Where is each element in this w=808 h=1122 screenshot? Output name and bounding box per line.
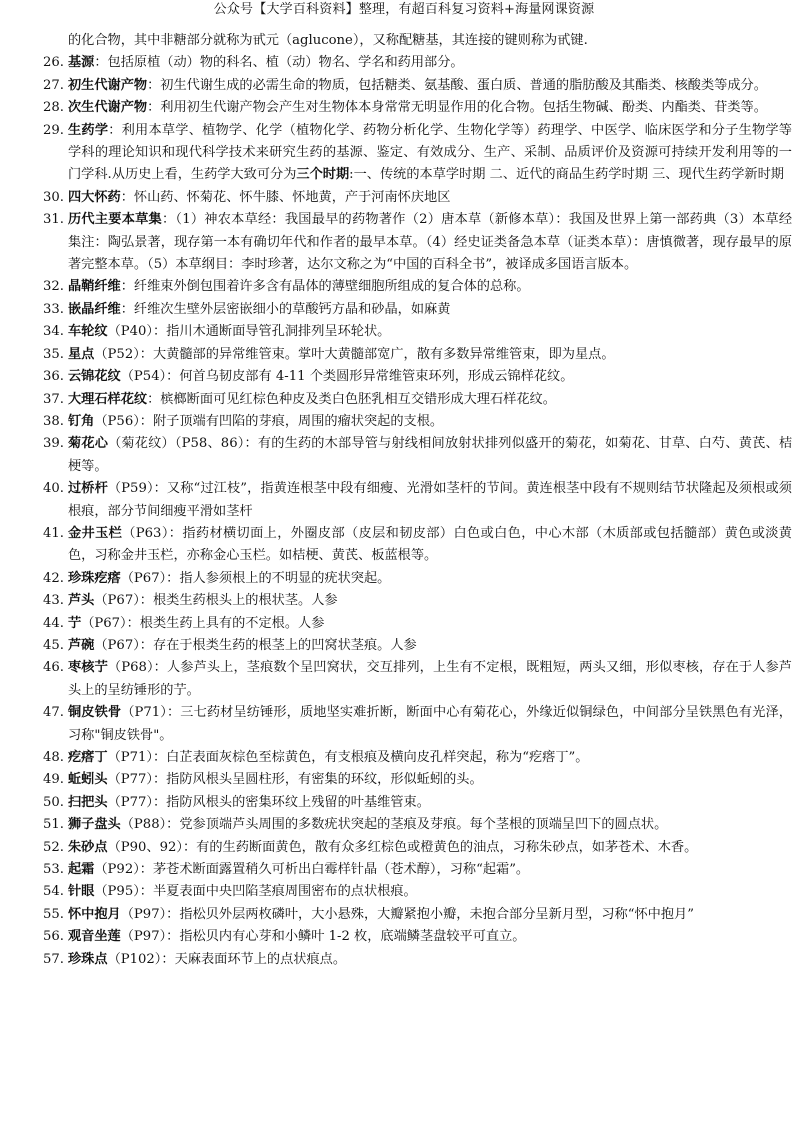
item-text: （P56）：附子顶端有凹陷的芽痕，周围的瘤状突起的支根。 [94,413,444,429]
item-text: ：纤维次生壁外层密嵌细小的草酸钙方晶和砂晶，如麻黄 [120,301,451,317]
glossary-item [30,97,792,119]
item-term: 晶鞘纤维 [68,279,121,295]
item-text: （P67）：根类生药上具有的不定根。人参 [81,615,325,631]
glossary-item [30,120,792,187]
glossary-item [30,926,792,948]
item-term: 初生代谢产物 [68,77,148,93]
item-term: 疙瘩丁 [68,750,108,765]
glossary-item [30,792,792,814]
glossary-item [30,747,792,769]
item-number: 42. [43,570,64,586]
page-header: 公众号【大学百科资料】整理，有超百科复习资料+海量网课资源 [213,2,595,17]
item-number: 47. [43,705,64,721]
glossary-item [30,837,792,859]
item-emphasis: 三个时期 [296,167,350,183]
item-number: 30. [43,189,64,205]
glossary-item [30,52,792,74]
glossary-item [30,769,792,791]
item-term: 芦头 [68,593,95,609]
item-number: 50. [43,794,64,810]
item-text: （P92）：茅苍术断面露置稍久可析出白霉样针晶（苍术醇），习称“起霜”。 [94,862,530,878]
item-text: （P90、92）：有的生药断面黄色，散有众多红棕色或橙黄色的油点，习称朱砂点，如茅苍术、木香。 [107,839,698,855]
item-number: 53. [43,862,64,878]
item-number: 35. [43,346,64,362]
item-number: 55. [43,906,64,922]
glossary-item [30,881,792,903]
item-term: 蚯蚓头 [68,772,108,788]
item-text: ：包括原植（动）物的科名、植（动）物名、学名和药用部分。 [94,55,464,71]
item-term: 珍珠疙瘩 [68,570,121,586]
item-number: 57. [43,951,64,967]
item-text: （P97）：指松贝外层两枚磷叶，大小悬殊，大瓣紧抱小瓣，未抱合部分呈新月型，习称“怀中抱月” [120,906,694,922]
item-number: 44. [43,615,64,631]
item-number: 37. [43,391,64,407]
item-number: 40. [43,481,64,497]
item-number: 38. [43,413,64,429]
item-text: ：利用本草学、植物学、化学（植物化学、药物分析化学、生物化学等）药理学、中医学、临床医学和分子生物学等学科的理论知识和现代科学技术来研究生药的基源、鉴定、有效成分、生产、采制、品质评价及资源可持续开发利用等的一门学科.从历史上看，生药学大致可分为 [68,122,792,183]
item-text: ：槟榔断面可见红棕色种皮及类白色胚乳相互交错形成大理石样花纹。 [147,391,556,407]
item-term: 金井玉栏 [68,525,123,541]
item-number: 56. [43,929,64,945]
item-term: 星点 [68,346,95,362]
item-text: ：利用初生代谢产物会产生对生物体本身常常无明显作用的化合物。包括生物碱、酚类、内酯类、苷类等。 [147,100,767,116]
glossary-item [30,478,792,523]
glossary-item [30,949,792,971]
item-term: 嵌晶纤维 [68,301,121,317]
item-text: （P71）：白芷表面灰棕色至棕黄色，有支根痕及横向皮孔样突起，称为“疙瘩丁”。 [107,750,589,765]
glossary-item [30,411,792,433]
item-term: 观音坐莲 [68,929,121,945]
item-number: 48. [43,750,64,765]
item-term: 过桥杆 [68,481,108,497]
item-term: 怀中抱月 [68,906,121,922]
glossary-item [30,433,792,478]
item-number: 28. [43,100,64,116]
glossary-item [30,657,792,702]
item-term: 生药学 [68,122,109,138]
item-term: 针眼 [68,884,95,900]
item-number: 51. [43,817,64,833]
item-text: （P59）：又称“过江枝”，指黄连根茎中段有细瘦、光滑如茎杆的节间。黄连根茎中段有不规则结节状隆起及须根或须根痕，部分节间细瘦平滑如茎杆 [68,481,792,519]
item-term: 次生代谢产物 [68,100,148,116]
glossary-item [30,276,792,298]
item-text: （菊花纹）（P58、86）：有的生药的木部导管与射线相间放射状排列似盛开的菊花，如菊花、甘草、白芍、黄芪、桔梗等。 [68,436,793,474]
item-text: （P77）：指防风根头的密集环纹上残留的叶基维管束。 [107,794,430,810]
item-text: （P95）：半夏表面中央凹陷茎痕周围密布的点状根痕。 [94,884,417,900]
item-text: （P40）：指川木通断面导管孔洞排列呈环轮状。 [107,324,391,340]
item-text: （P97）：指松贝内有心芽和小鳞叶 1-2 枚，底端鳞茎盘较平可直立。 [120,929,526,945]
glossary-item [30,389,792,411]
intro-continuation: 的化合物，其中非糖部分就称为甙元（aglucone），又称配糖基，其连接的键则称为甙键. [68,33,588,48]
glossary-item [30,209,792,276]
item-number: 27. [43,77,64,93]
item-term: 狮子盘头 [68,817,121,833]
item-number: 33. [43,301,64,317]
glossary-item [30,344,792,366]
item-term: 菊花心 [68,436,109,452]
glossary-item [30,75,792,97]
item-term: 历代主要本草集 [68,212,162,228]
glossary-item [30,568,792,590]
glossary-item [30,187,792,209]
glossary-item [30,859,792,881]
glossary-content [30,30,792,971]
item-number: 32. [43,279,64,295]
item-term: 大理石样花纹 [68,391,148,407]
item-text: （P77）：指防风根头呈圆柱形，有密集的环纹，形似蚯蚓的头。 [107,772,483,788]
glossary-item [30,366,792,388]
glossary-item [30,321,792,343]
item-term: 起霜 [68,862,95,878]
item-number: 52. [43,839,64,855]
item-number: 43. [43,593,64,609]
item-text: （P68）：人参芦头上，茎痕数个呈凹窝状，交互排列，上生有不定根，既粗短，两头又细，形似枣核，存在于人参芦头上的呈纺锤形的艼。 [68,660,792,698]
item-number: 34. [43,324,64,340]
item-number: 31. [43,212,64,228]
item-text: （P88）：党参顶端芦头周围的多数疣状突起的茎痕及芽痕。每个茎根的顶端呈凹下的圆点状。 [120,817,668,833]
glossary-item [30,814,792,836]
item-number: 26. [43,55,64,71]
item-term: 四大怀药 [68,189,121,205]
item-text: （P71）：三七药材呈纺锤形，质地坚实难折断，断面中心有菊花心，外缘近似铜绿色，中间部分呈铁黑色有光泽，习称"铜皮铁骨"。 [68,705,792,743]
item-text: （P67）：指人参须根上的不明显的疣状突起。 [120,570,391,586]
item-term: 枣核艼 [68,660,108,676]
item-text: （P67）：存在于根类生药的根茎上的凹窝状茎痕。人参 [94,637,417,653]
item-term: 艼 [68,615,82,631]
item-term: 钉角 [68,413,95,429]
glossary-item [30,299,792,321]
item-term: 车轮纹 [68,324,108,340]
glossary-item [30,613,792,635]
item-term: 朱砂点 [68,839,108,855]
glossary-item [30,635,792,657]
item-number: 45. [43,637,64,653]
item-term: 珍珠点 [68,951,108,967]
item-number: 36. [43,369,64,385]
item-number: 49. [43,772,64,788]
item-text: ：怀山药、怀菊花、怀牛膝、怀地黄，产于河南怀庆地区 [120,189,451,205]
item-term: 芦碗 [68,637,95,653]
glossary-item [30,590,792,612]
item-number: 39. [43,436,64,452]
item-number: 54. [43,884,64,900]
item-text: ：（1）神农本草经：我国最早的药物著作（2）唐本草（新修本草）：我国及世界上第一部药典（3）本草经集注：陶弘景著，现存第一本有确切年代和作者的最早本草。（4）经史证类备急本草（证类本草）：唐慎微著，现存最早的原著完整本草。（5）本草纲目：李时珍著，达尔文称之为“中国的百科全书”，被译成多国语言版本。 [68,212,793,273]
item-term: 云锦花纹 [68,369,121,385]
item-text: （P67）：根类生药根头上的根状茎。人参 [94,593,338,609]
item-number: 29. [43,122,64,138]
item-term: 扫把头 [68,794,108,810]
item-text: （P63）：指药材横切面上，外圈皮部（皮层和韧皮部）白色或白色，中心木部（木质部或包括髓部）黄色或淡黄色，习称金井玉栏，亦称金心玉栏。如桔梗、黄芪、板蓝根等。 [68,525,792,564]
item-term: 基源 [68,55,95,71]
item-text: （P102）：天麻表面环节上的点状痕点。 [107,951,347,967]
item-text-continued: :一、传统的本草学时期 二、近代的商品生药学时期 三、现代生药学新时期 [349,167,784,183]
item-number: 41. [43,525,64,541]
glossary-item [30,523,792,568]
item-text: ：纤维束外倒包围着许多含有晶体的薄壁细胞所组成的复合体的总称。 [120,279,530,295]
item-text: ：初生代谢生成的必需生命的物质，包括糖类、氨基酸、蛋白质、普通的脂肪酸及其酯类、核酸类等成分。 [147,77,767,93]
glossary-item [30,904,792,926]
item-text: （P54）：何首乌韧皮部有 4-11 个类圆形异常维管束环列，形成云锦样花纹。 [120,369,574,385]
glossary-item [30,702,792,747]
item-term: 铜皮铁骨 [68,705,122,721]
item-number: 46. [43,660,64,676]
item-text: （P52）：大黄髓部的异常维管束。掌叶大黄髓部宽广，散有多数异常维管束，即为星点。 [94,346,615,362]
